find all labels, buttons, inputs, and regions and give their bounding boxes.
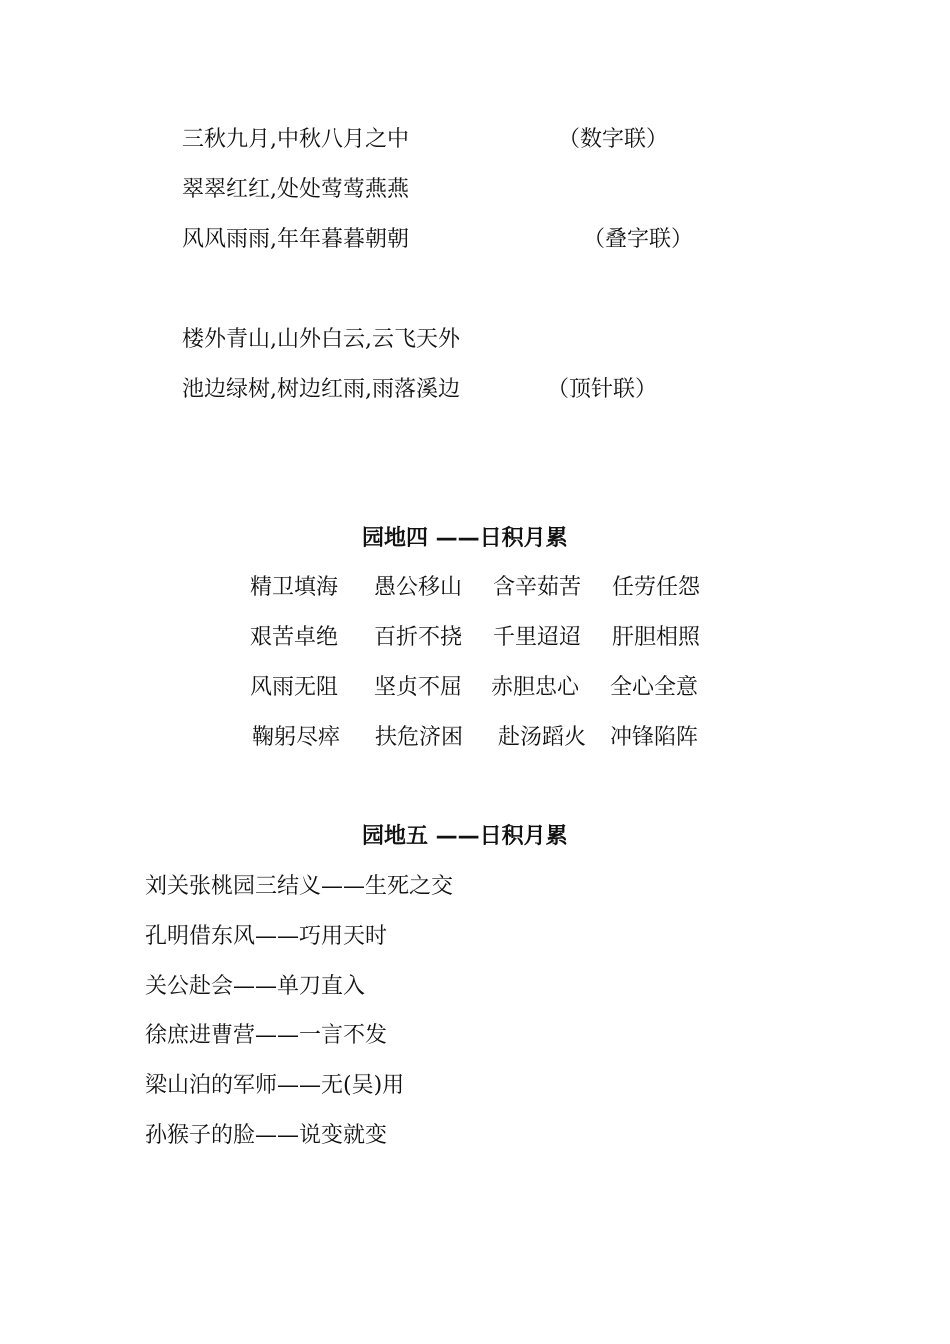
- idiom-cell: 坚贞不屈: [374, 675, 463, 700]
- couplet-line-4: 楼外青山,山外白云,云飞天外: [182, 327, 460, 352]
- idiom-cell: 赴汤蹈火: [498, 725, 587, 750]
- xiehouyu-item: 徐庶进曹营——一言不发: [145, 1023, 388, 1048]
- section-4-title: 园地四 ——日积月累: [362, 526, 568, 551]
- idiom-cell: 赤胆忠心: [491, 675, 580, 700]
- idiom-cell: 艰苦卓绝: [250, 625, 339, 650]
- couplet-note-5: （顶针联）: [547, 377, 658, 402]
- xiehouyu-item: 梁山泊的军师——无(吴)用: [145, 1073, 405, 1098]
- idiom-cell: 含辛茹苦: [493, 575, 582, 600]
- couplet-line-2: 翠翠红红,处处莺莺燕燕: [182, 177, 409, 202]
- xiehouyu-item: 关公赴会——单刀直入: [145, 974, 366, 999]
- couplet-line-3: 风风雨雨,年年暮暮朝朝: [182, 227, 409, 252]
- idiom-cell: 精卫填海: [250, 575, 339, 600]
- xiehouyu-item: 孔明借东风——巧用天时: [145, 924, 388, 949]
- idiom-cell: 鞠躬尽瘁: [252, 725, 341, 750]
- idiom-cell: 扶危济困: [375, 725, 464, 750]
- idiom-cell: 全心全意: [610, 675, 699, 700]
- xiehouyu-item: 孙猴子的脸——说变就变: [145, 1123, 388, 1148]
- couplet-note-1: （数字联）: [558, 127, 669, 152]
- xiehouyu-item: 刘关张桃园三结义——生死之交: [145, 874, 454, 899]
- idiom-cell: 百折不挠: [374, 625, 463, 650]
- section-5-title: 园地五 ——日积月累: [362, 824, 568, 849]
- idiom-cell: 肝胆相照: [612, 625, 701, 650]
- couplet-note-3: （叠字联）: [583, 227, 694, 252]
- couplet-line-1: 三秋九月,中秋八月之中: [182, 127, 409, 152]
- idiom-cell: 风雨无阻: [250, 675, 339, 700]
- idiom-cell: 千里迢迢: [493, 625, 582, 650]
- idiom-cell: 任劳任怨: [612, 575, 701, 600]
- idiom-cell: 愚公移山: [374, 575, 463, 600]
- idiom-cell: 冲锋陷阵: [610, 725, 699, 750]
- couplet-line-5: 池边绿树,树边红雨,雨落溪边: [182, 377, 460, 402]
